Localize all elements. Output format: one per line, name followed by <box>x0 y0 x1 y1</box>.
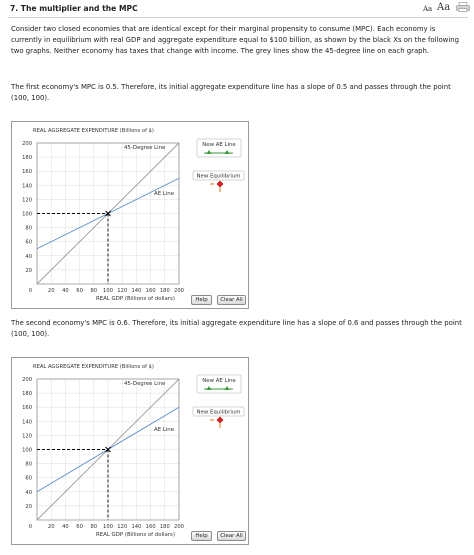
y-tick-label: 40 <box>25 489 32 496</box>
y-tick-label: 60 <box>25 239 32 246</box>
y-tick-label: 100 <box>22 447 32 454</box>
y-tick-label: 20 <box>25 267 32 274</box>
x-tick-label: 180 <box>159 524 170 530</box>
y-tick-label: 120 <box>22 197 32 204</box>
x-tick-label: 80 <box>90 524 98 530</box>
y-axis-title: REAL AGGREGATE EXPENDITURE (Billions of $) <box>33 128 154 134</box>
new-ae-line-label: New AE Line <box>202 142 236 148</box>
y-tick-label: 40 <box>25 253 32 260</box>
line-45-degree-label: 45-Degree Line <box>124 381 166 387</box>
ae-line-label: AE Line <box>154 191 175 197</box>
y-tick-label: 20 <box>25 503 32 510</box>
x-tick-label: 20 <box>47 524 55 530</box>
x-tick-label: 40 <box>62 524 69 530</box>
new-equilibrium-label: New Equilibrium <box>196 409 241 416</box>
y-tick-label: 60 <box>25 475 32 482</box>
ae-graph-economy2[interactable] <box>12 358 248 544</box>
x-tick-label: 200 <box>174 524 184 530</box>
new-equilibrium-label: New Equilibrium <box>196 173 241 180</box>
x-tick-label: 140 <box>131 288 142 294</box>
y-tick-label: 180 <box>22 155 32 162</box>
y-tick-label: 200 <box>22 141 32 147</box>
print-icon[interactable] <box>456 2 470 12</box>
question-header <box>0 0 474 17</box>
help-button[interactable]: Help <box>191 295 212 305</box>
diamond-icon <box>217 181 224 188</box>
y-tick-label: 200 <box>22 377 32 383</box>
y-tick-label: 80 <box>25 461 32 468</box>
y-tick-label: 80 <box>25 225 32 232</box>
new-equilibrium-tool[interactable] <box>193 407 244 428</box>
new-ae-line-tool[interactable] <box>197 375 241 393</box>
ae-line-label: AE Line <box>154 427 175 433</box>
y-tick-label: 140 <box>22 183 32 190</box>
diamond-icon <box>217 417 224 424</box>
economy1-paragraph: The first economy's MPC is 0.5. Therefore, its initial aggregate expenditure line has a slope of 0.5 and passes through the point (100, 100). <box>11 83 451 102</box>
x-tick-label: 100 <box>103 288 113 294</box>
x-tick-label: 180 <box>159 288 170 294</box>
y-tick-label: 160 <box>22 405 32 412</box>
x-tick-label: 20 <box>47 288 55 294</box>
x-tick-label: 0 <box>28 288 32 294</box>
y-tick-label: 100 <box>22 211 32 218</box>
new-equilibrium-tool[interactable] <box>193 171 244 192</box>
x-tick-label: 80 <box>90 288 98 294</box>
graph-panel-economy1[interactable] <box>11 121 249 309</box>
x-tick-label: 120 <box>117 288 128 294</box>
x-tick-label: 0 <box>28 524 32 530</box>
x-tick-label: 100 <box>103 524 113 530</box>
x-tick-label: 160 <box>145 524 156 530</box>
new-ae-line-label: New AE Line <box>202 378 236 384</box>
x-axis-title: REAL GDP (Billions of dollars) <box>96 532 175 538</box>
x-tick-label: 140 <box>131 524 142 530</box>
font-size-large-button[interactable]: Aa <box>437 2 451 13</box>
help-button[interactable]: Help <box>191 531 212 541</box>
ae-graph-economy1[interactable] <box>12 122 248 308</box>
clear-all-button[interactable]: Clear All <box>217 295 246 305</box>
header-divider <box>8 17 468 18</box>
question-title: 7. The multiplier and the MPC <box>10 4 138 13</box>
x-tick-label: 40 <box>62 288 69 294</box>
new-ae-line-tool[interactable] <box>197 139 241 157</box>
graph-panel-economy2[interactable] <box>11 357 249 545</box>
x-tick-label: 160 <box>145 288 156 294</box>
x-axis-title: REAL GDP (Billions of dollars) <box>96 296 175 302</box>
y-tick-label: 160 <box>22 169 32 176</box>
y-tick-label: 140 <box>22 419 32 426</box>
x-tick-label: 60 <box>76 524 83 530</box>
x-tick-label: 120 <box>117 524 128 530</box>
x-tick-label: 60 <box>76 288 83 294</box>
intro-paragraph: Consider two closed economies that are identical except for their marginal propensity to consume (MPC). Each economy is currently in equilibrium with real GDP and aggregate expenditure equal to $100 billion, as shown by the black Xs on the following two graphs. Neither economy has taxes that change with income. The grey lines show the 45-degree line on each graph. <box>11 25 459 55</box>
clear-all-button[interactable]: Clear All <box>217 531 246 541</box>
economy2-paragraph: The second economy's MPC is 0.6. Therefore, its initial aggregate expenditure line has a slope of 0.6 and passes through the point (100, 100). <box>11 319 462 338</box>
line-45-degree-label: 45-Degree Line <box>124 145 166 151</box>
y-tick-label: 120 <box>22 433 32 440</box>
font-size-small-button[interactable]: Aa <box>423 5 433 13</box>
x-tick-label: 200 <box>174 288 184 294</box>
y-tick-label: 180 <box>22 391 32 398</box>
y-axis-title: REAL AGGREGATE EXPENDITURE (Billions of $) <box>33 364 154 370</box>
